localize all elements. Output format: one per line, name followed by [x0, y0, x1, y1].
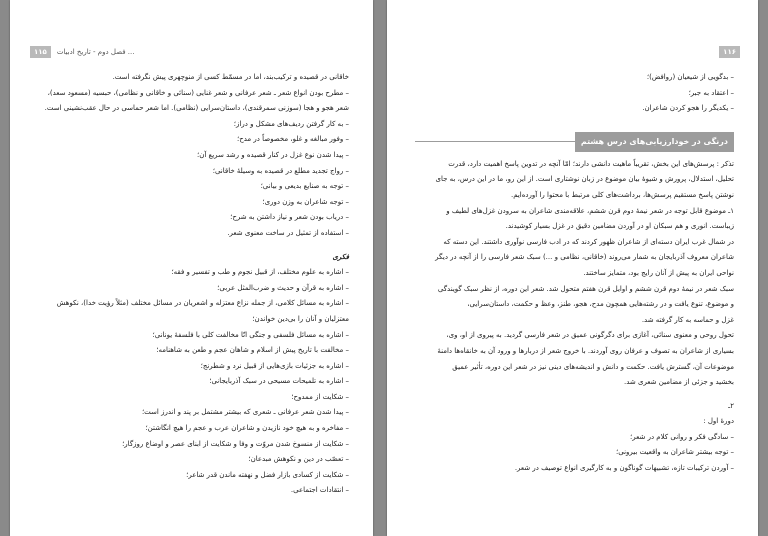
section-rule	[415, 141, 575, 142]
text-line: خاقانی در قصیده و ترکیب‌بند، اما در مسمّط کسی از منوچهری پیش نگرفته است.	[112, 73, 349, 81]
section-title: درنگی در خودارزیابی‌های درس هشتم	[575, 132, 734, 152]
text-line: – به کار گرفتن ردیف‌های مشکل و دراز؛	[233, 119, 349, 128]
text-line: بخشید و جزئی از مضامین شعری شد.	[623, 378, 734, 387]
text-line: نوشتن پاسخ مستقیم پرسش‌ها، برداشت‌های کلی مرتبط با محتوا را آورده‌ایم.	[510, 190, 734, 199]
text-line: – اشاره به مسائل فلسفی و جنگی انّا مخالفت کلی با فلسفهٔ یونانی؛	[152, 330, 349, 339]
text-line: سبک شعر در نیمهٔ دوم قرن ششم و اوایل قرن هفتم متحول شد. شعر این دوره، از نظر سبک گویندگی	[437, 284, 734, 293]
text-line: معتزلیان و آنان را بی‌دین خواندن؛	[252, 314, 349, 323]
left-page-number: ۱۱۵	[30, 46, 51, 58]
text-line: – استفاده از تمثیل در ساخت معنوی شعر.	[227, 228, 349, 237]
text-line: – توجه شاعران به وزن دوری؛	[262, 197, 349, 206]
text-line: – تعصّب در دین و نکوهش مبدعان؛	[248, 455, 349, 464]
text-line: – سادگی فکر و روانی کلام در شعر؛	[630, 432, 734, 441]
left-page	[10, 0, 373, 536]
right-page-number: ۱۱۶	[719, 46, 740, 58]
text-line: – شکایت از ممدوح؛	[291, 392, 349, 401]
text-line: – توجه بیشتر شاعران به واقعیت بیرونی؛	[616, 448, 734, 457]
text-line: – اشاره به علوم مختلف، از قبیل نجوم و طب و تفسیر و فقه؛	[171, 268, 349, 277]
right-page	[387, 0, 758, 536]
text-line: – دریاب بودن شعر و نیاز داشتن به شرح؛	[230, 213, 349, 222]
text-line: – انتقادات اجتماعی.	[290, 486, 349, 495]
item-heading: دورهٔ اول :	[703, 417, 734, 426]
text-line: – اشاره به تلمیحات مسیحی در سبک آذربایجانی؛	[209, 377, 349, 386]
text-line: تحول روحی و معنوی سنائی، آغازی برای دگرگونی عمیق در شعر فارسی گردید. به پیروی از او، وی،	[446, 331, 734, 340]
text-line: – شکایت از کسادی بازار فضل و نهفته ماندن قدر شاعر؛	[186, 470, 349, 479]
text-line: – توجه به صنایع بدیعی و بیانی؛	[260, 182, 349, 191]
text-line: شاعران معروف آذربایجان به شمار می‌روند (خاقانی، نظامی و ...) سبک شعر فارسی را از آنچه در دیگر	[435, 253, 734, 262]
text-line: در شمال غرب ایران دسته‌ای از شاعران ظهور کردند که در ادب فارسی نوآوری داشتند. این دسته که	[443, 237, 734, 246]
right-page-body	[415, 70, 734, 477]
text-line: – مطرح بودن انواع شعر ـ شعر عرفانی و شعر غنایی (سنائی و خاقانی و نظامی)، حبسیه (مسعود سعد)،	[47, 88, 349, 97]
text-line: – بدگویی از شیعیان (روافض)؛	[646, 73, 734, 81]
text-line: – یکدیگر را هجو کردن شاعران.	[642, 104, 734, 113]
text-line: – مفاخره و به هیچ خود نازیدن و شاعران عرب و عجم را هیچ انگاشتن؛	[145, 424, 349, 433]
text-line: – آوردن ترکیبات تازه، تشبیهات گوناگون و به کارگیری انواع توصیف در شعر.	[514, 464, 734, 473]
text-line: و موضوع، تنوع یافت و در رشته‌هایی همچون مدح، هجو، طنز، وعظ و حکمت، داستان‌سرایی،	[467, 300, 734, 309]
left-page-header	[30, 46, 353, 58]
text-line: نواحی ایران به پیش از آنان رایج بود، متمایز ساختند.	[583, 268, 734, 277]
item-number: ۲ـ	[728, 401, 734, 410]
text-line: بسیاری از شاعران به تصوف و عرفان روی آوردند. با خروج شعر از دربارها و ورود آن به خانقاه‌ها دامنهٔ	[437, 346, 734, 355]
text-line: – اشاره به جزئیات بازی‌هایی از قبیل نرد و شطرنج؛	[200, 361, 349, 370]
text-line: – پیدا شدن نوع غزل در کنار قصیده و رشد سریع آن؛	[196, 150, 349, 159]
left-running-head: فصل دوم - تاریخ ادبیات ...	[56, 48, 135, 56]
text-line: – رواج تجدید مطلع در قصیده به وسیلهٔ خاقانی؛	[212, 166, 349, 175]
text-line: – اعتقاد به جبر؛	[688, 88, 734, 97]
section-heading-bar	[415, 133, 734, 151]
text-line: – پیدا شدن شعر عرفانی ـ شعری که بیشتر مشتمل بر پند و اندرز است؛	[141, 408, 349, 417]
text-line: تحلیل، استدلال، پرورش و شیوهٔ بیان موضوع در زبان نوشتاری است. از این رو، ما در این درس، به جای	[435, 175, 734, 184]
text-line: زیباست. انوری و هم سبکان او در آوردن مضامین دقیق در غزل بسیار کوشیدند.	[505, 222, 734, 231]
text-line: – شکایت از منسوخ شدن مروّت و وفا و شکایت از ابنای عصر و اوضاع روزگار؛	[122, 439, 349, 448]
text-line: تذکر : پرسش‌های این بخش، تقریباً ماهیت دانشی دارند؛ امّا آنچه در تدوین پاسخ اهمیت دارد، قدرت	[448, 159, 734, 168]
text-line: – وفور مبالغه و غلو، مخصوصاً در مدح؛	[237, 135, 349, 144]
right-page-header	[719, 46, 740, 58]
left-subheading: فکری	[332, 252, 349, 261]
text-line: شعر هجو و هجا (سوزنی سمرقندی)، داستان‌سرایی (نظامی). اما شعر حماسی در حال عقب‌نشینی است.	[44, 104, 349, 113]
text-line: غزل و حماسه به کار گرفته شد.	[641, 315, 734, 324]
text-line: – اشاره به قرآن و حدیث و ضرب‌المثل عربی؛	[217, 283, 349, 292]
text-line: – اشاره به مسائل کلامی، از جمله نزاع معتزله و اشعریان در مسائل مختلف (مثلاً رؤیت خدا)، نکوهش	[56, 299, 349, 308]
text-line: – مخالفت با تاریخ پیش از اسلام و شاهان عجم و طعن به شاهنامه؛	[156, 346, 349, 355]
text-line: موضوعات آن، گسترش یافت. حکمت و دانش و اندیشه‌های دینی نیز در شعر این دوره، تأثیر عمیق	[452, 362, 734, 371]
left-page-body	[38, 70, 349, 499]
text-line: ۱ـ موضوع قابل توجه در شعر نیمهٔ دوم قرن ششم، علاقه‌مندی شاعران به سرودن غزل‌های لطیف و	[446, 206, 734, 215]
